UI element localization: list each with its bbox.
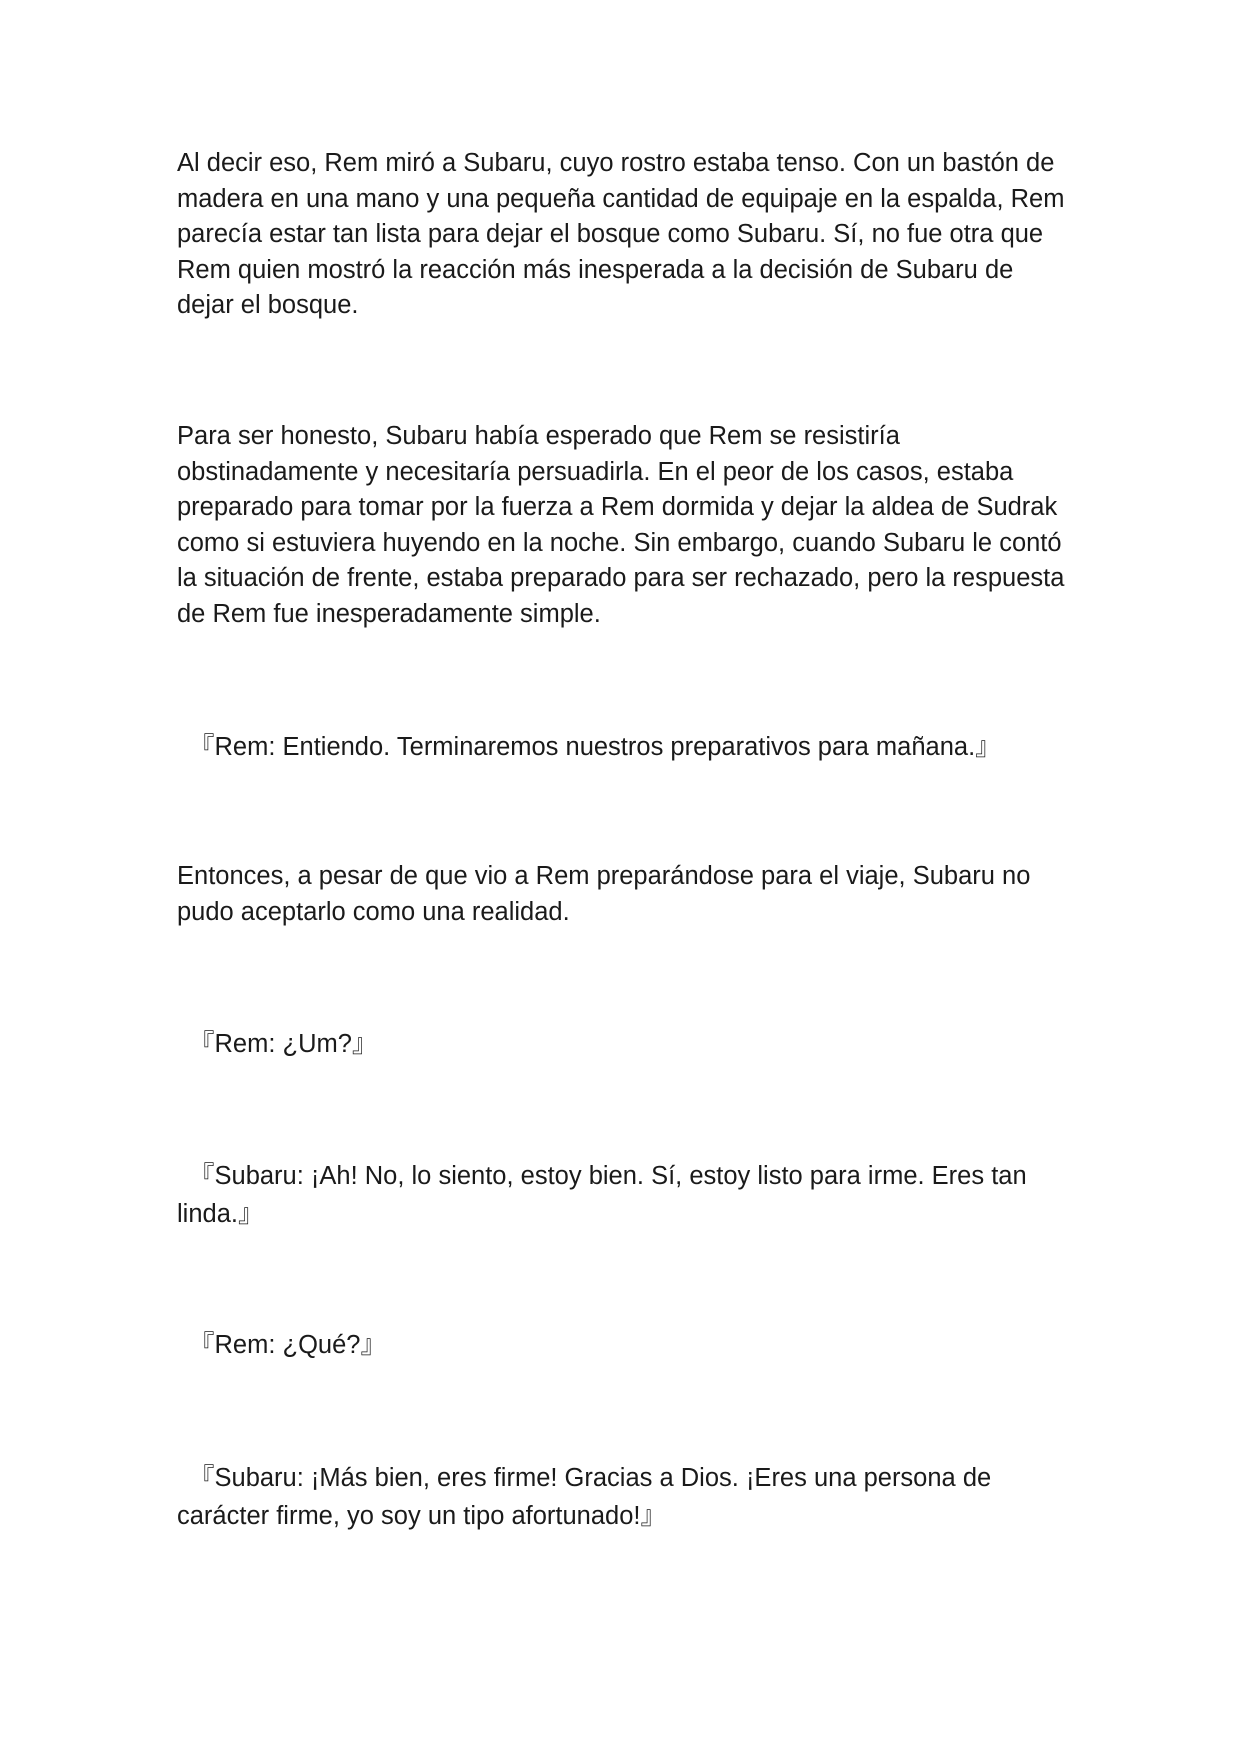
dialogue-subaru-1: 『Subaru: ¡Ah! No, lo siento, estoy bien. Sí, estoy listo para irme. Eres tan linda.』 [177, 1162, 1027, 1228]
dialogue-rem-1: 『Rem: Entiendo. Terminaremos nuestros preparativos para mañana.』 [189, 733, 1001, 761]
paragraph-narration-3: Entonces, a pesar de que vio a Rem preparándose para el viaje, Subaru no pudo aceptarlo como una realidad. [177, 862, 1031, 926]
paragraph-narration-1: Al decir eso, Rem miró a Subaru, cuyo rostro estaba tenso. Con un bastón de madera en una mano y una pequeña cantidad de equipaje en la espalda, Rem parecía estar tan lista para dejar el bosque como Subaru. Sí, no fue otra que Rem quien mostró la reacción más inesperada a la decisión de Subaru de dejar el bosque. [177, 149, 1065, 320]
dialogue-rem-2: 『Rem: ¿Um?』 [189, 1030, 378, 1058]
dialogue-rem-3: 『Rem: ¿Qué?』 [189, 1331, 386, 1359]
dialogue-subaru-2: 『Subaru: ¡Más bien, eres firme! Gracias a Dios. ¡Eres una persona de carácter firme, yo soy un tipo afortunado!』 [177, 1464, 992, 1530]
paragraph-narration-2: Para ser honesto, Subaru había esperado que Rem se resistiría obstinadamente y necesitaría persuadirla. En el peor de los casos, estaba preparado para tomar por la fuerza a Rem dormida y dejar la aldea de Sudrak como si estuviera huyendo en la noche. Sin embargo, cuando Subaru le contó la situación de frente, estaba preparado para ser rechazado, pero la respuesta de Rem fue inesperadamente simple. [177, 422, 1065, 628]
